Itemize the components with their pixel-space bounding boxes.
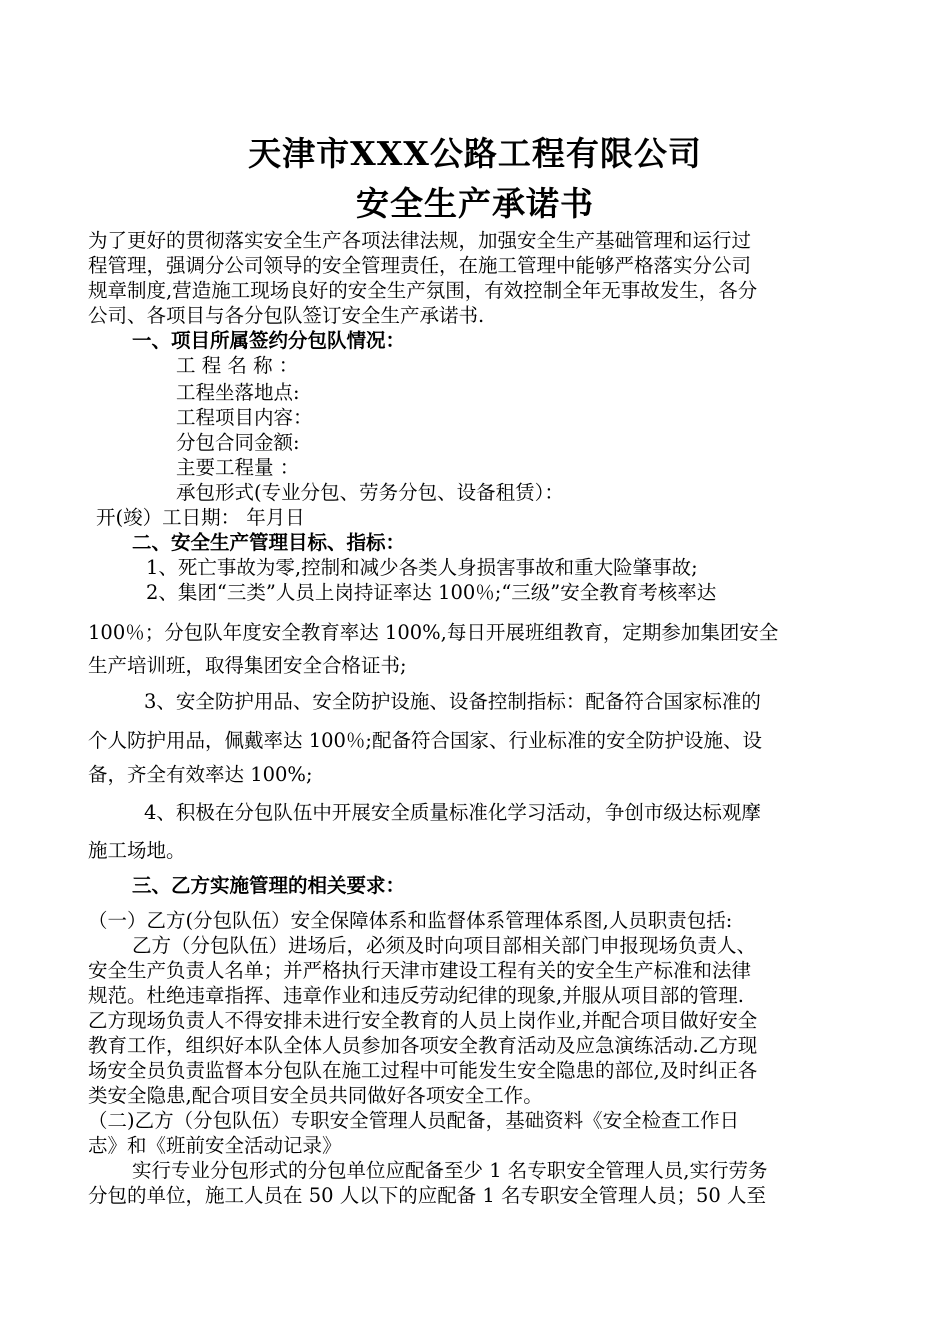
- goal-4-line-1: 4、积极在分包队伍中开展安全质量标准化学习活动，争创市级达标观摩: [144, 801, 761, 824]
- sub1-line-1: 乙方（分包队伍）进场后，必须及时向项目部相关部门申报现场负责人、: [132, 934, 757, 957]
- sub1-line-4: 乙方现场负责人不得安排未进行安全教育的人员上岗作业,并配合项目做好安全: [88, 1009, 758, 1032]
- contract-form-label: 承包形式(专业分包、劳务分包、设备租赁）：: [176, 481, 564, 504]
- contract-amount-label: 分包合同金额:: [176, 431, 300, 454]
- company-title: 天津市XXX公路工程有限公司: [248, 134, 702, 173]
- project-content-label: 工程项目内容：: [176, 406, 313, 429]
- subsection-1-heading: （一）乙方(分包队伍）安全保障体系和监督体系管理体系图,人员职责包括:: [88, 909, 733, 932]
- intro-line-3: 规章制度,营造施工现场良好的安全生产氛围，有效控制全年无事故发生，各分: [88, 279, 758, 302]
- main-quantity-label: 主要工程量 ：: [176, 456, 300, 479]
- subsection-2-heading-line-2: 志》和《班前安全活动记录》: [88, 1134, 342, 1157]
- start-end-date-label: 开(竣）工日期： 年月日: [96, 506, 305, 529]
- goal-2-line-2: 100％；分包队年度安全教育率达 100%,每日开展班组教育，定期参加集团安全: [88, 621, 779, 644]
- goal-2-line-1: 2、集团“三类”人员上岗持证率达 100％;“三级”安全教育考核率达: [146, 581, 717, 604]
- goal-3-line-1: 3、安全防护用品、安全防护设施、设备控制指标：配备符合国家标准的: [144, 690, 761, 713]
- intro-line-1: 为了更好的贯彻落实安全生产各项法律法规，加强安全生产基础管理和运行过: [88, 229, 752, 252]
- section3-heading: 三、乙方实施管理的相关要求：: [132, 874, 406, 897]
- subsection-2-heading-line-1: （二)乙方（分包队伍）专职安全管理人员配备，基础资料《安全检查工作日: [88, 1109, 740, 1132]
- section1-heading: 一、项目所属签约分包队情况：: [132, 329, 406, 352]
- project-location-label: 工程坐落地点:: [176, 381, 300, 404]
- sub1-line-2: 安全生产负责人名单；并严格执行天津市建设工程有关的安全生产标准和法律: [88, 959, 752, 982]
- sub2-line-2: 分包的单位，施工人员在 50 人以下的应配备 1 名专职安全管理人员；50 人至: [88, 1184, 767, 1207]
- project-name-label: 工 程 名 称 ：: [176, 354, 299, 377]
- intro-line-4: 公司、各项目与各分包队签订安全生产承诺书.: [88, 304, 485, 327]
- intro-line-2: 程管理，强调分公司领导的安全管理责任，在施工管理中能够严格落实分公司: [88, 254, 752, 277]
- goal-3-line-2: 个人防护用品，佩戴率达 100％;配备符合国家、行业标准的安全防护设施、设: [88, 729, 762, 752]
- section2-heading: 二、安全生产管理目标、指标：: [132, 531, 406, 554]
- goal-4-line-2: 施工场地。: [88, 839, 186, 862]
- sub1-line-5: 教育工作，组织好本队全体人员参加各项安全教育活动及应急演练活动.乙方现: [88, 1034, 758, 1057]
- goal-1: 1、死亡事故为零,控制和减少各类人身损害事故和重大险肇事故;: [146, 556, 698, 579]
- document-title: 安全生产承诺书: [356, 184, 594, 223]
- sub1-line-7: 类安全隐患,配合项目安全员共同做好各项安全工作。: [88, 1084, 543, 1107]
- goal-2-line-3: 生产培训班，取得集团安全合格证书;: [88, 654, 407, 677]
- sub2-line-1: 实行专业分包形式的分包单位应配备至少 1 名专职安全管理人员,实行劳务: [132, 1159, 768, 1182]
- sub1-line-6: 场安全员负责监督本分包队在施工过程中可能发生安全隐患的部位,及时纠正各: [88, 1059, 758, 1082]
- goal-3-line-3: 备，齐全有效率达 100%;: [88, 763, 313, 786]
- sub1-line-3: 规范。杜绝违章指挥、违章作业和违反劳动纪律的现象,并服从项目部的管理.: [88, 984, 744, 1007]
